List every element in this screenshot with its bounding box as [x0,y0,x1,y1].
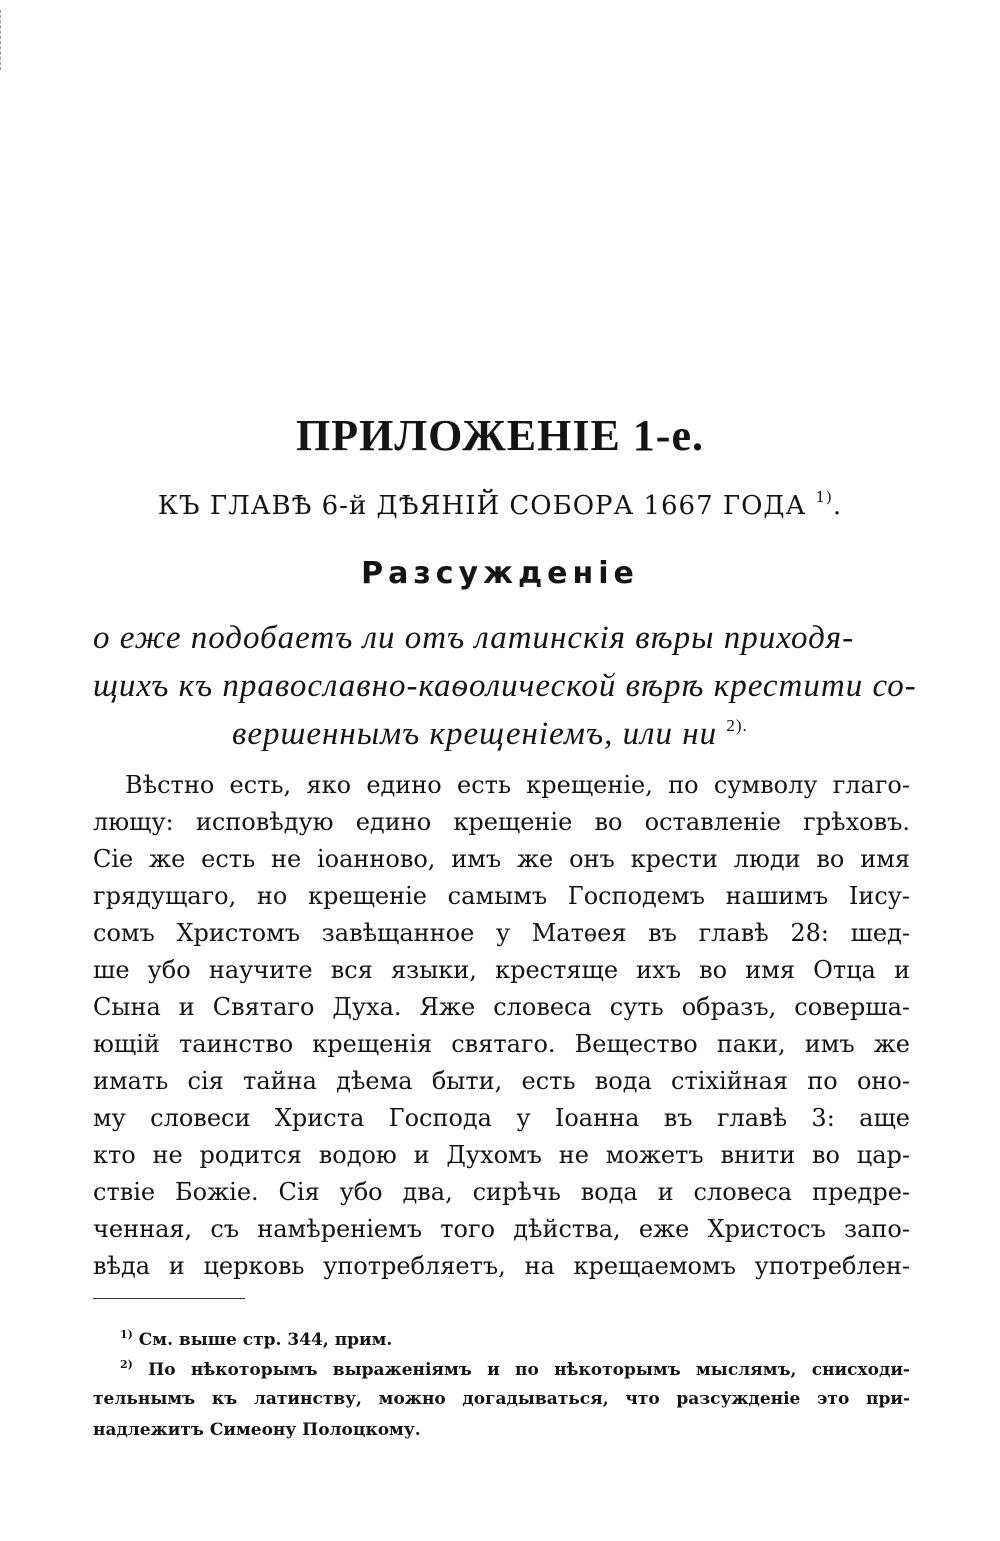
body-line: сомъ Христомъ завѣщанное у Матѳея въ главѣ 28: шед- [93,919,910,947]
body-line: имать сія тайна дѣема быти, есть вода стіхійная по оно- [93,1067,910,1095]
body-line: ченная, съ намѣреніемъ того дѣйства, еже Христосъ запо- [93,1215,910,1243]
footnote-1-mark: 1) [120,1328,133,1341]
body-line: грядущаго, но крещеніе самымъ Господемъ нашимъ Іису- [93,882,910,910]
footnote-2-mark: 2) [120,1358,133,1371]
footnote-2-text: По нѣкоторымъ выраженіямъ и по нѣкоторымъ мыслямъ, снисходи- [148,1360,910,1380]
subtitle-text: КЪ ГЛАВѢ 6-й ДѢЯНІЙ СОБОРА 1667 ГОДА [157,491,807,521]
body-line: кто не родится водою и Духомъ не можетъ внити во цар- [93,1141,910,1169]
footnote-2-continuation: надлежитъ Симеону Полоцкому. [93,1420,421,1440]
footnote-1 [120,1328,910,1350]
chapter-subtitle: КЪ ГЛАВѢ 6-й ДѢЯНІЙ СОБОРА 1667 ГОДА $^{1)}$. [157,488,843,521]
body-line: ше убо научите вся языки, крестяще ихъ во имя Отца и [93,956,910,984]
italic-line-2: щихъ къ православно-каѳолической вѣрѣ крестити со- [93,668,917,704]
body-line: ствіе Божіе. Сія убо два, сирѣчь вода и словеса предре- [93,1178,910,1206]
footnote-ref-2: 2). [726,716,748,735]
footnote-1-text: См. выше стр. 344, прим. [138,1330,393,1350]
body-line: Вѣстно есть, яко едино есть крещеніе, по сумволу глаго- [125,771,910,799]
footnote-2 [120,1358,910,1380]
footnote-ref-1: 1) [815,488,833,506]
italic-line-3 [232,716,748,753]
page-title: ПРИЛОЖЕНІЕ 1-е. [296,411,704,460]
body-line: вѣда и церковь употребляетъ, на крещаемомъ употреблен- [93,1252,910,1280]
footnote-divider [93,1298,245,1299]
footnote-2-continuation: тельнымъ къ латинству, можно догадываться, что разсужденіе это при- [93,1389,910,1409]
scan-edge-mark [0,10,3,70]
italic-line-3-text: вершеннымъ крещеніемъ, или ни [232,716,718,752]
body-line: Сына и Святаго Духа. Яже словеса суть образъ, соверша- [93,993,910,1021]
body-line: ющій таинство крещенія святаго. Вещество паки, имъ же [93,1030,910,1058]
body-line: му словеси Христа Господа у Іоанна въ главѣ 3: аще [93,1104,910,1132]
body-line: Сіе же есть не іоанново, имъ же онъ крести люди во имя [93,845,910,873]
italic-line-1: о еже подобаетъ ли отъ латинскія вѣры приходя- [93,620,855,656]
body-line: лющу: исповѣдую едино крещеніе во оставленіе грѣховъ. [93,808,910,836]
section-heading: Разсужденіе [361,556,639,591]
